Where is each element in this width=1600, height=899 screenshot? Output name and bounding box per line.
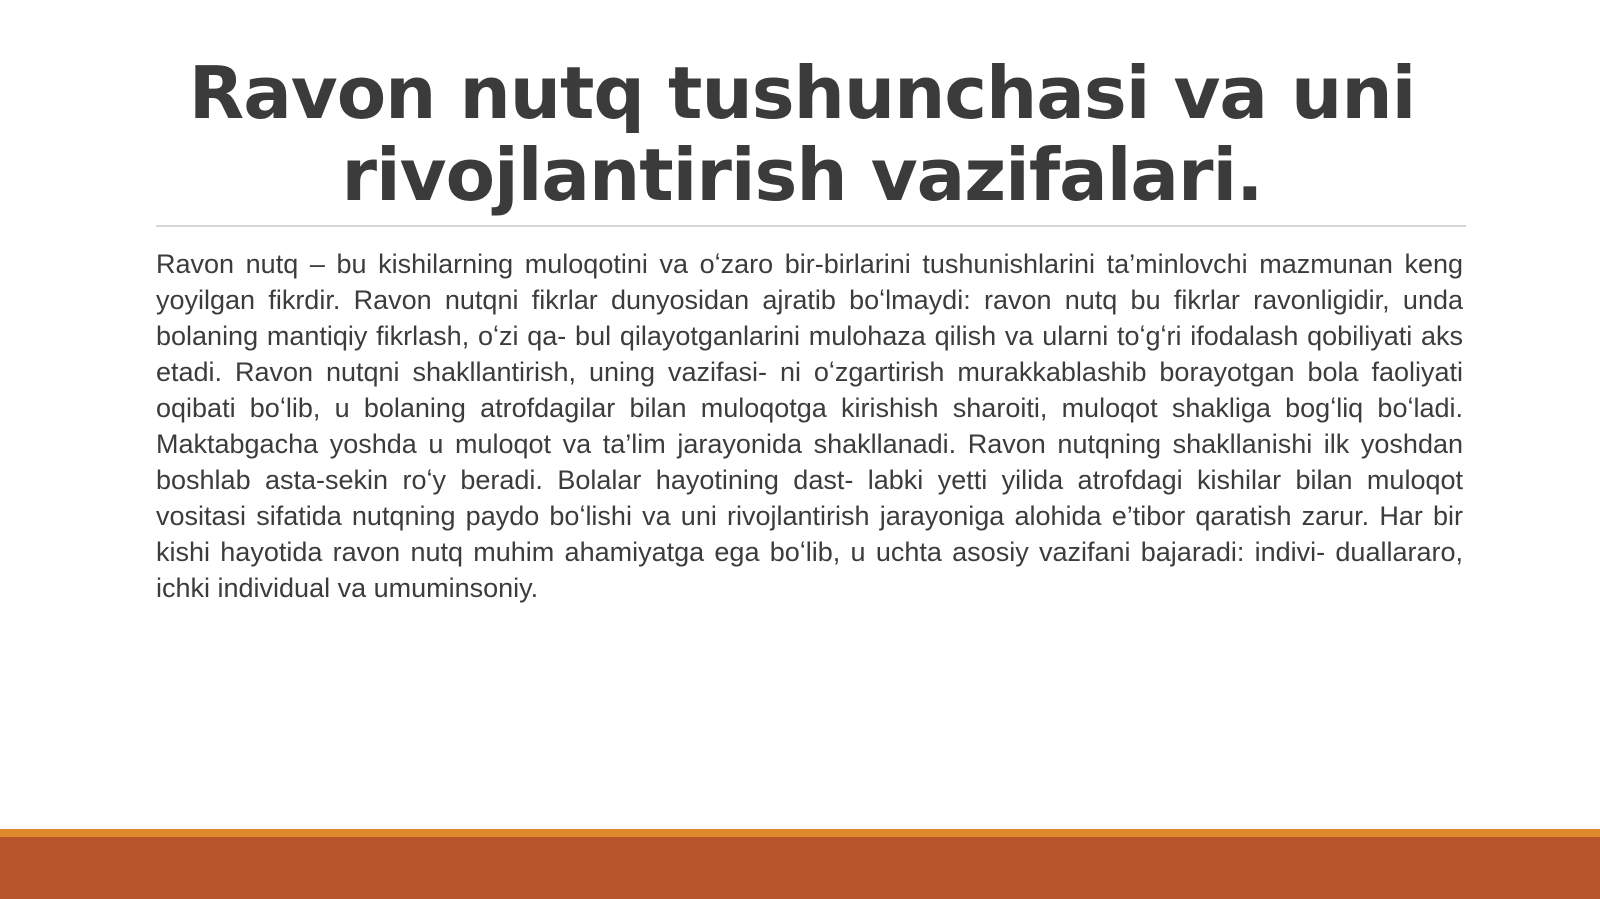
footer-accent-stripe bbox=[0, 829, 1600, 837]
title-divider bbox=[156, 225, 1466, 227]
slide-body-text: Ravon nutq – bu kishilarning muloqotini va oʻzaro bir-birlarini tushunishlarini ta’minlovchi mazmunan keng yoyilgan fikrdir. Ravon nutqni fikrlar dunyosidan ajratib boʻlmaydi: ravon nutq bu fikrlar ravonligidir, unda bolaning mantiqiy fikrlash, oʻzi qa- bul qilayotganlarini mulohaza qilish va ularni toʻgʻri ifodalash qobiliyati aks etadi. Ravon nutqni shakllantirish, uning vazifasi- ni oʻzgartirish murakkablashib borayotgan bola faoliyati oqibati boʻlib, u bolaning atrofdagilar bilan muloqotga kirishish sharoiti, muloqot shakliga bogʻliq boʻladi. Maktabgacha yoshda u muloqot va ta’lim jarayonida shakllanadi. Ravon nutqning shakllanishi ilk yoshdan boshlab asta-sekin roʻy beradi. Bolalar hayotining dast- labki yetti yilida atrofdagi kishilar bilan muloqot vositasi sifatida nutqning paydo boʻlishi va uni rivojlantirish jarayoniga alohida e’tibor qaratish zarur. Har bir kishi hayotida ravon nutq muhim ahamiyatga ega boʻlib, u uchta asosiy vazifani bajaradi: indivi- duallararo, ichki individual va umuminsoniy. bbox=[156, 249, 1463, 603]
footer-bar bbox=[0, 837, 1600, 899]
slide-title: Ravon nutq tushunchasi va uni rivojlantirish vazifalari. bbox=[188, 51, 1416, 217]
